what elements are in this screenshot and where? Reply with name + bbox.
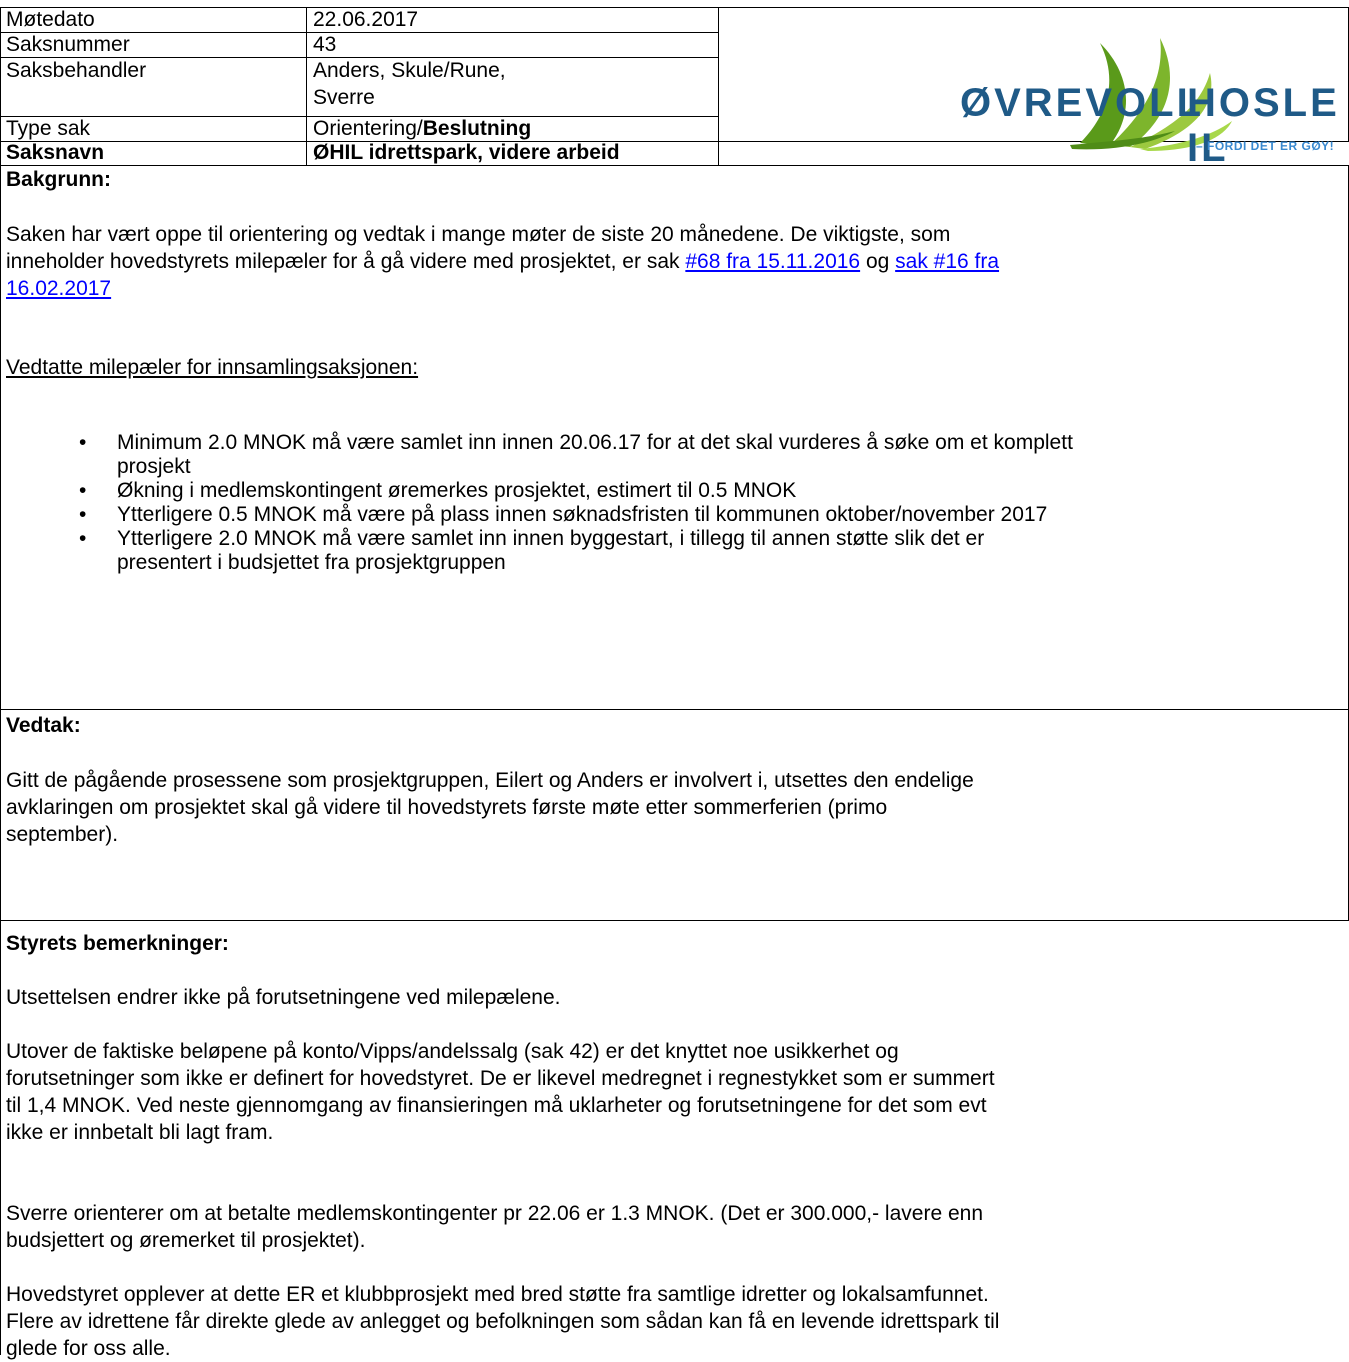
case-type-label: Type sak: [6, 117, 91, 140]
board-remarks-p4: Hovedstyret opplever at dette ER et klubbprosjekt med bred støtte fra samtlige idretter og lokalsamfunnet. Flere av idrettene får direkte glede av anlegget og befolkningen som sådan kan få en levende idrettspark til glede for oss alle.: [6, 1283, 1000, 1360]
case-16-link-part2[interactable]: 16.02.2017: [6, 277, 112, 300]
milestones-list: [0, 431, 1333, 575]
logo-right-word: HOSLE IL: [1187, 81, 1340, 170]
background-line-2: [6, 248, 1346, 275]
background-line-2-mid: og: [860, 250, 896, 273]
board-remarks-p3: Sverre orienterer om at betalte medlemskontingenter pr 22.06 er 1.3 MNOK. (Det er 300.000,- lavere enn budsjettert og øremerket til prosjektet).: [6, 1202, 983, 1252]
background-paragraph: [6, 221, 1346, 302]
logo-tagline: – FORDI DET ER GØY!: [1196, 139, 1335, 153]
logo-left-word: ØVREVOLL: [960, 81, 1205, 125]
milestone-item: • Ytterligere 0.5 MNOK må være på plass innen søknadsfristen til kommunen oktober/november 2017: [0, 503, 1333, 527]
case-header-table: [0, 7, 1349, 170]
background-line-3: [6, 275, 1346, 302]
case-68-link[interactable]: #68 fra 15.11.2016: [685, 250, 861, 273]
board-remarks-p2: Utover de faktiske beløpene på konto/Vipps/andelssalg (sak 42) er det knyttet noe usikkerhet og forutsetninger som ikke er definert for hovedstyret. De er likevel medregnet i regnestykket som er summert til 1,4 MNOK. Ved neste gjennomgang av finansieringen må uklarheter og forutsetningene for det som evt ikke er innbetalt bli lagt fram.: [6, 1040, 995, 1144]
section-decision: [0, 710, 1349, 921]
background-line-2-text: inneholder hovedstyrets milepæler for å gå videre med prosjektet, er sak: [6, 250, 686, 273]
case-type-plain: Orientering/: [313, 117, 423, 140]
background-line-1: Saken har vært oppe til orientering og vedtak i mange møter de siste 20 månedene. De viktigste, som: [6, 223, 951, 246]
case-16-link-part1[interactable]: sak #16 fra: [895, 250, 1000, 273]
club-logo: [960, 33, 1340, 170]
board-remarks-heading: Styrets bemerkninger:: [6, 932, 229, 955]
section-board-remarks: [0, 921, 1349, 1360]
meeting-date-value: 22.06.2017: [313, 8, 419, 31]
case-handler-value-line1: Anders, Skule/Rune,: [313, 59, 506, 82]
decision-paragraph: Gitt de pågående prosessene som prosjektgruppen, Eilert og Anders er involvert i, utsettes den endelige avklaringen om prosjektet skal gå videre til hovedstyrets første møte etter sommerferien (primo september).: [6, 769, 974, 846]
case-name-value: ØHIL idrettspark, videre arbeid: [313, 141, 620, 164]
case-type-bold: Beslutning: [422, 117, 532, 140]
milestone-item: • Økning i medlemskontingent øremerkes prosjektet, estimert til 0.5 MNOK: [0, 479, 1333, 503]
case-name-label: Saksnavn: [6, 141, 105, 164]
section-background: [0, 166, 1349, 710]
milestone-item: • Minimum 2.0 MNOK må være samlet inn innen 20.06.17 for at det skal vurderes å søke om et komplett prosjekt: [0, 431, 1333, 479]
board-remarks-p1: Utsettelsen endrer ikke på forutsetningene ved milepælene.: [6, 986, 561, 1009]
case-number-label: Saksnummer: [6, 33, 130, 56]
case-number-value: 43: [313, 33, 337, 56]
case-handler-value-line2: Sverre: [313, 86, 375, 109]
background-heading: Bakgrunn:: [6, 168, 111, 191]
meeting-date-label: Møtedato: [6, 8, 95, 31]
milestone-item: • Ytterligere 2.0 MNOK må være samlet inn innen byggestart, i tillegg til annen støtte slik det er presentert i budsjettet fra prosjektgruppen: [0, 527, 1333, 575]
case-handler-label: Saksbehandler: [6, 59, 147, 82]
decision-heading: Vedtak:: [6, 714, 81, 737]
milestones-heading: Vedtatte milepæler for innsamlingsaksjonen:: [6, 356, 419, 379]
case-type-value: [313, 117, 531, 141]
